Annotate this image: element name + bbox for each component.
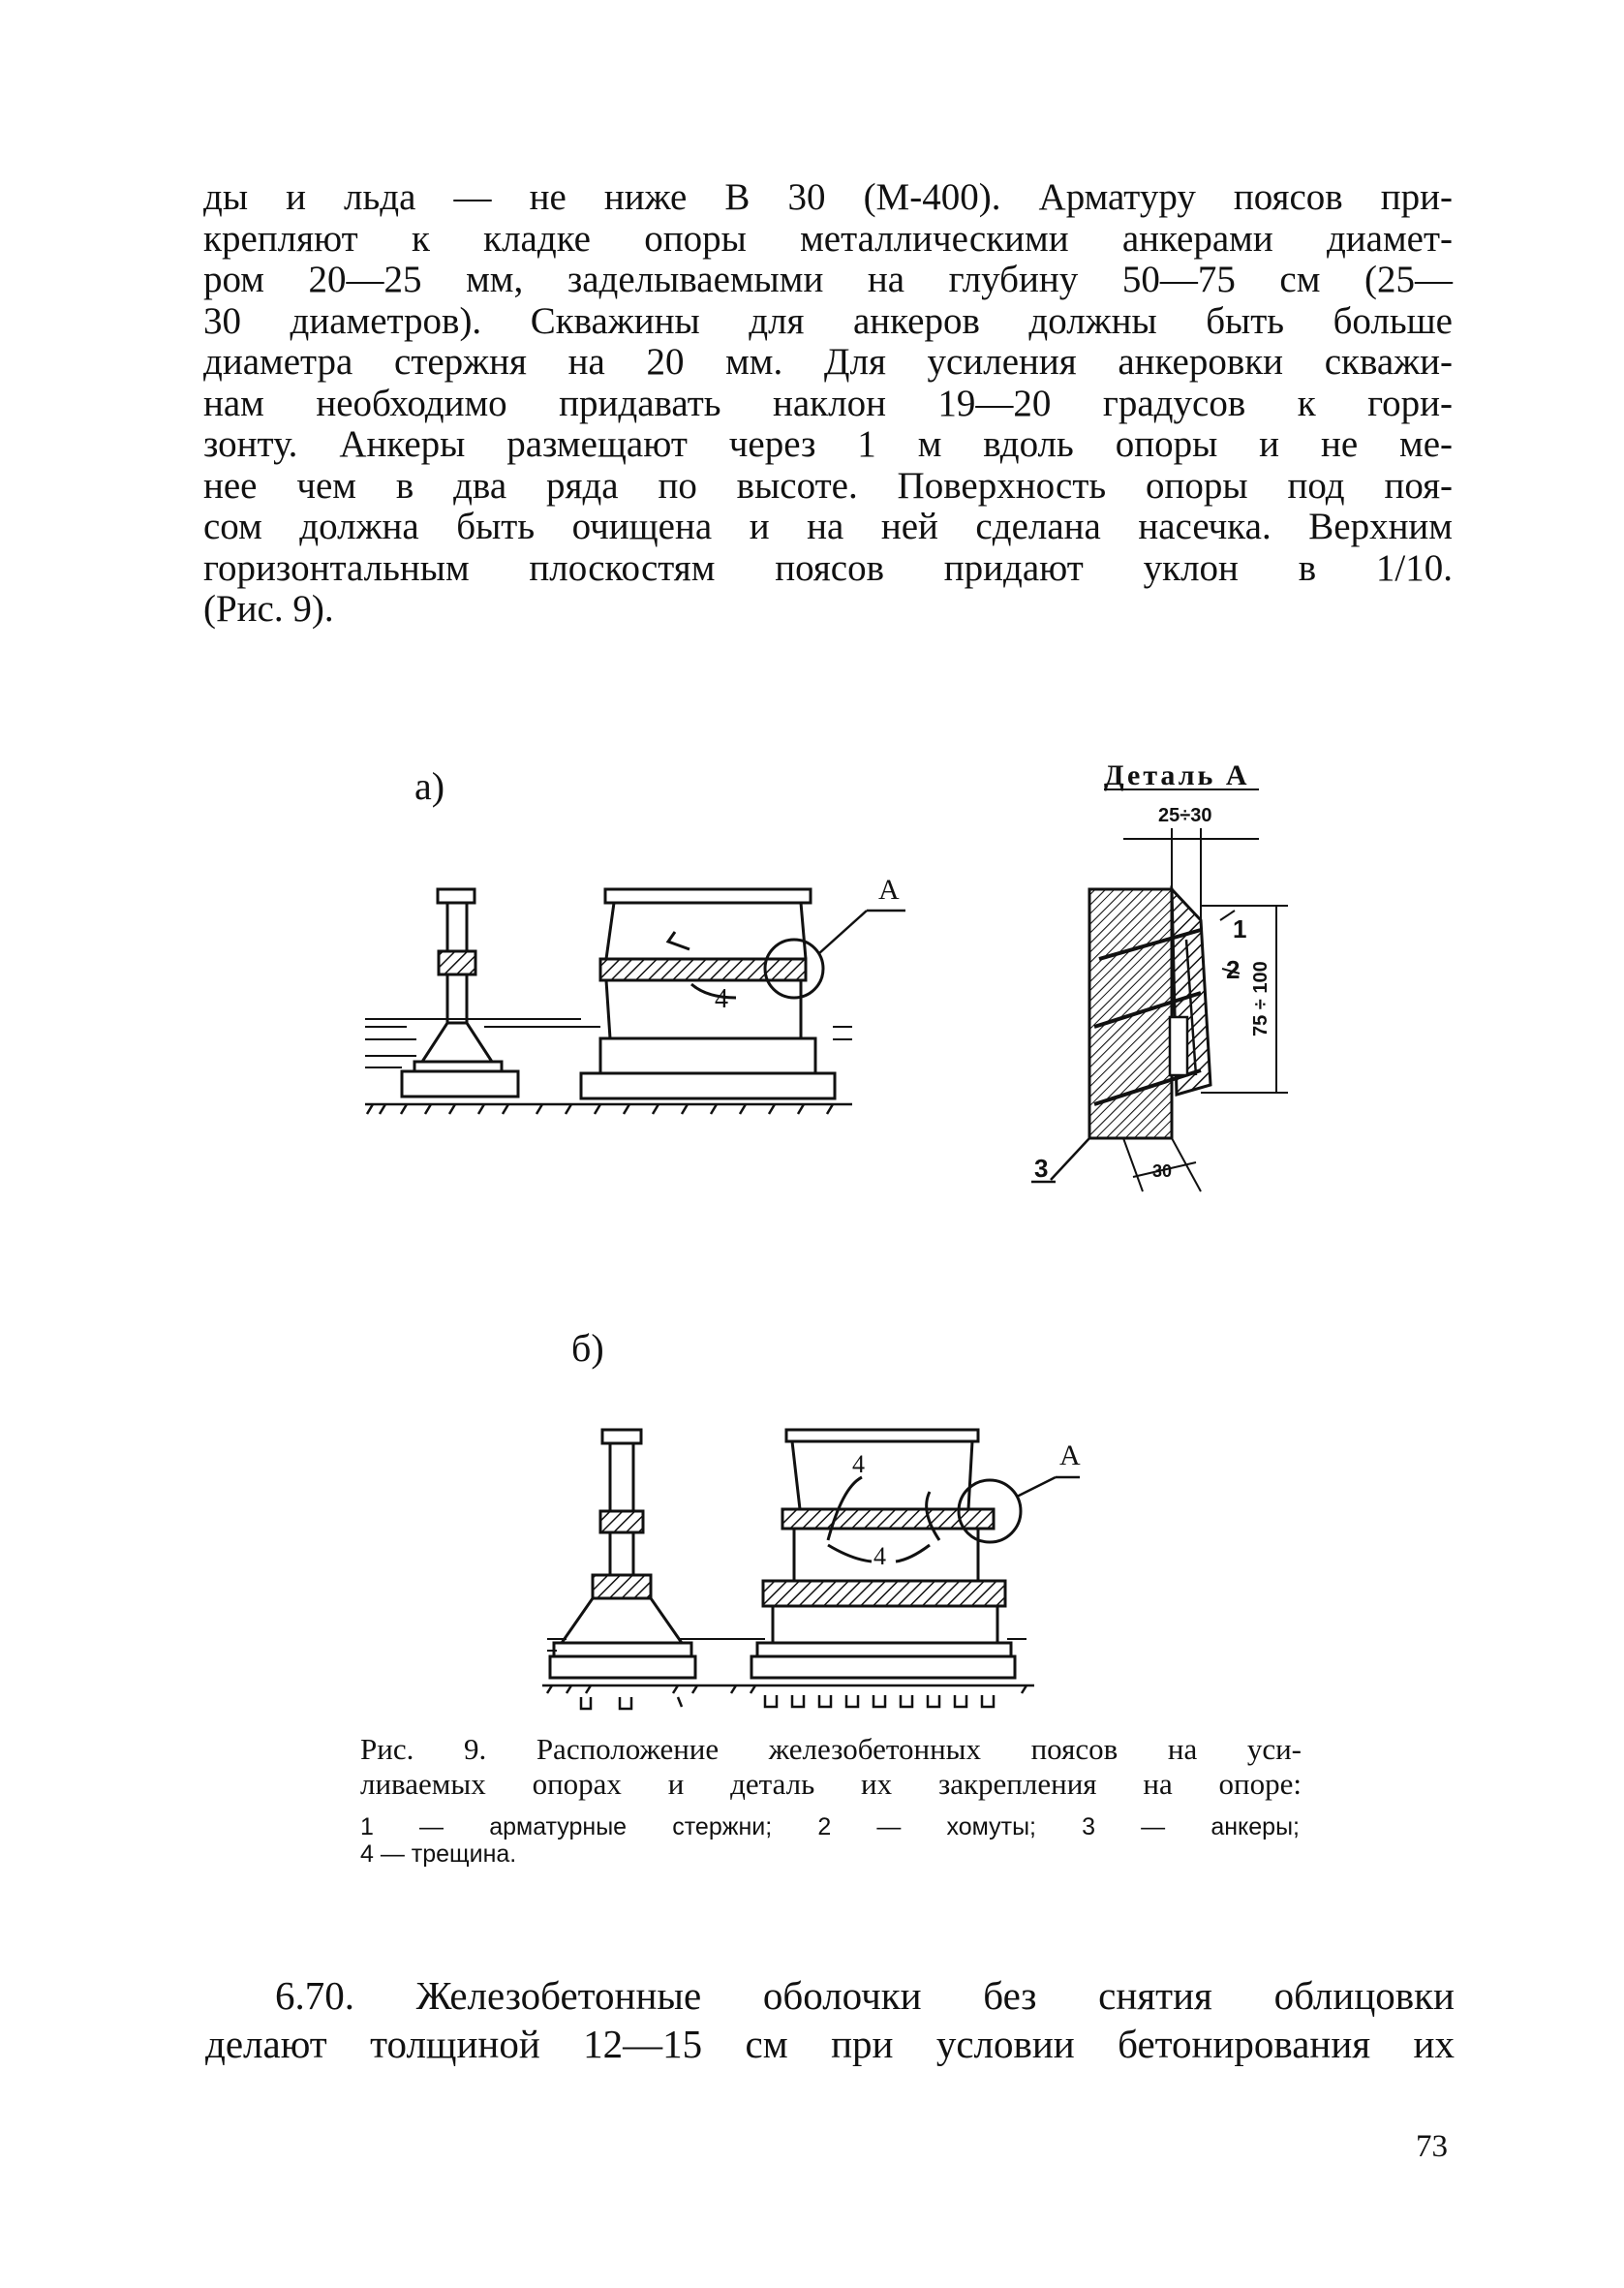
pier-b-small [550,1430,695,1678]
pier-a-small [402,889,518,1097]
text-line: нее чем в два ряда по высоте. Поверхность опоры под поя- [203,464,1453,507]
detail-a-body [1089,889,1210,1138]
text-line: ды и льда — не ниже В 30 (М-400). Арматуру поясов при- [203,176,1453,218]
detail-num-3: 3 [1034,1154,1049,1183]
callout-a-label: А [878,874,900,906]
figure-label-a: а) [414,764,445,808]
text-line: 6.70. Железобетонные оболочки без снятия облицовки [275,1973,1455,2018]
figure-label-b: б) [571,1326,604,1370]
text-line: сом должна быть очищена и на ней сделана насечка. Верхним [203,506,1453,547]
callout-4-b-bottom: 4 [873,1542,886,1570]
text-line: зонту. Анкеры размещают через 1 м вдоль опоры и не ме- [203,423,1453,465]
paragraph-bottom [205,1971,1455,2068]
figure-caption [360,1732,1302,1802]
text-line: 30 диаметров). Скважины для анкеров должны быть больше [203,299,1453,342]
callout-a-b-leader [1017,1477,1080,1497]
caption-line: ливаемых опорах и деталь их закрепления на опоре: [360,1767,1302,1801]
text-line: крепляют к кладке опоры металлическими анкерами диамет- [203,217,1453,260]
ground-b [542,1685,1034,1709]
page-number: 73 [1416,2129,1448,2164]
dimension-bottom: 30 [1152,1161,1173,1181]
callout-4-b-top: 4 [852,1450,865,1478]
detail-num-2: 2 [1226,955,1241,984]
ground-a [365,1104,852,1114]
text-line: делают толщиной 12—15 см при условии бетонирования их [205,2022,1455,2066]
detail-num-1: 1 [1233,914,1247,943]
pier-a-large [581,889,835,1098]
text-line: диаметра стержня на 20 мм. Для усиления анкеровки скважи- [203,341,1453,383]
dimension-top: 25÷30 [1158,805,1212,826]
caption-line: Рис. 9. Расположение железобетонных поясов на уси- [360,1732,1302,1766]
legend-line: 4 — трещина. [360,1840,517,1868]
text-line: ром 20—25 мм, заделываемыми на глубину 50—75 см (25— [203,259,1453,300]
callout-4-a: 4 [715,984,728,1014]
detail-a-title: Деталь А [1104,759,1250,791]
pier-b-large [751,1430,1021,1678]
figure-legend [360,1813,1300,1868]
dimension-side: 75 ÷ 100 [1250,961,1272,1036]
callout-a-b-label: А [1059,1439,1081,1471]
legend-line: 1 — арматурные стержни; 2 — хомуты; 3 — анкеры; [360,1813,1300,1840]
text-line: нам необходимо придавать наклон 19—20 градусов к гори- [203,382,1453,424]
text-line: (Рис. 9). [203,588,334,630]
text-line: горизонтальным плоскостям поясов придают уклон в 1/10. [203,546,1453,589]
callout-a-leader [818,911,905,954]
